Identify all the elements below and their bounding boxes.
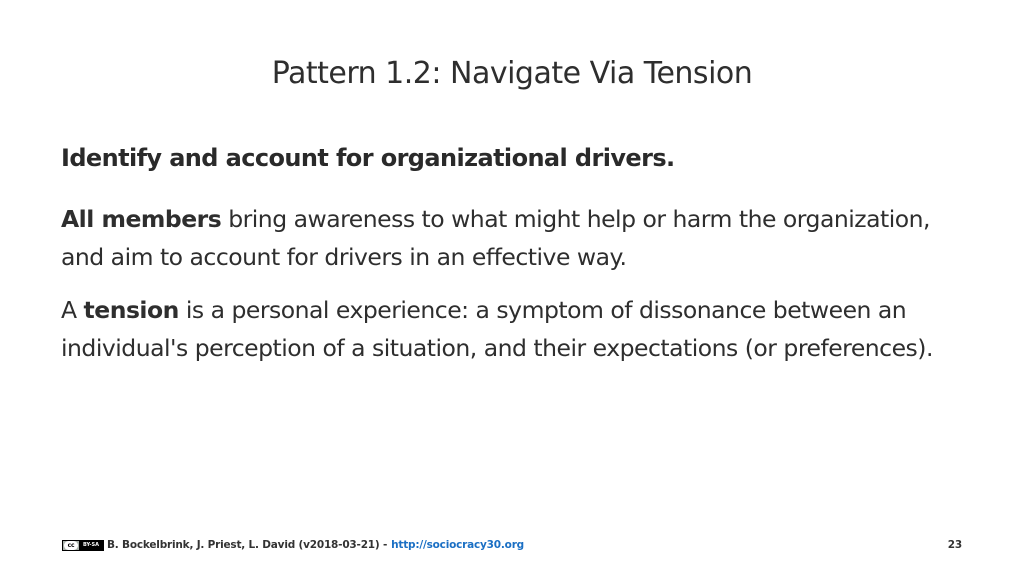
paragraph-all-members-text: bring awareness to what might help or harm the organization, and aim to account for drivers in an effective way. [61, 205, 931, 271]
paragraph-all-members [61, 200, 961, 276]
footer-credits: B. Bockelbrink, J. Priest, L. David (v2018-03-21) - [106, 539, 388, 551]
page-number: 23 [947, 539, 962, 551]
footer-link[interactable]: http://sociocracy30.org [391, 539, 524, 551]
bold-all-members: All members [61, 205, 222, 233]
cc-by-sa-badge-icon[interactable] [62, 540, 104, 551]
slide-content [61, 140, 961, 382]
paragraph-tension-text: is a personal experience: a symptom of dissonance between an individual's perception of a situation, and their expectations (or preferences). [61, 296, 933, 362]
slide-title: Pattern 1.2: Navigate Via Tension [271, 56, 753, 91]
cc-license-label [79, 541, 103, 550]
slide-heading: Identify and account for organizational drivers. [61, 144, 675, 172]
footer [62, 537, 962, 553]
cc-license-text: BY-SA [83, 542, 99, 548]
bold-tension: tension [83, 296, 179, 324]
paragraph-tension [61, 291, 961, 367]
cc-logo-icon: cc [64, 541, 78, 550]
paragraph-tension-start: A [61, 296, 84, 324]
